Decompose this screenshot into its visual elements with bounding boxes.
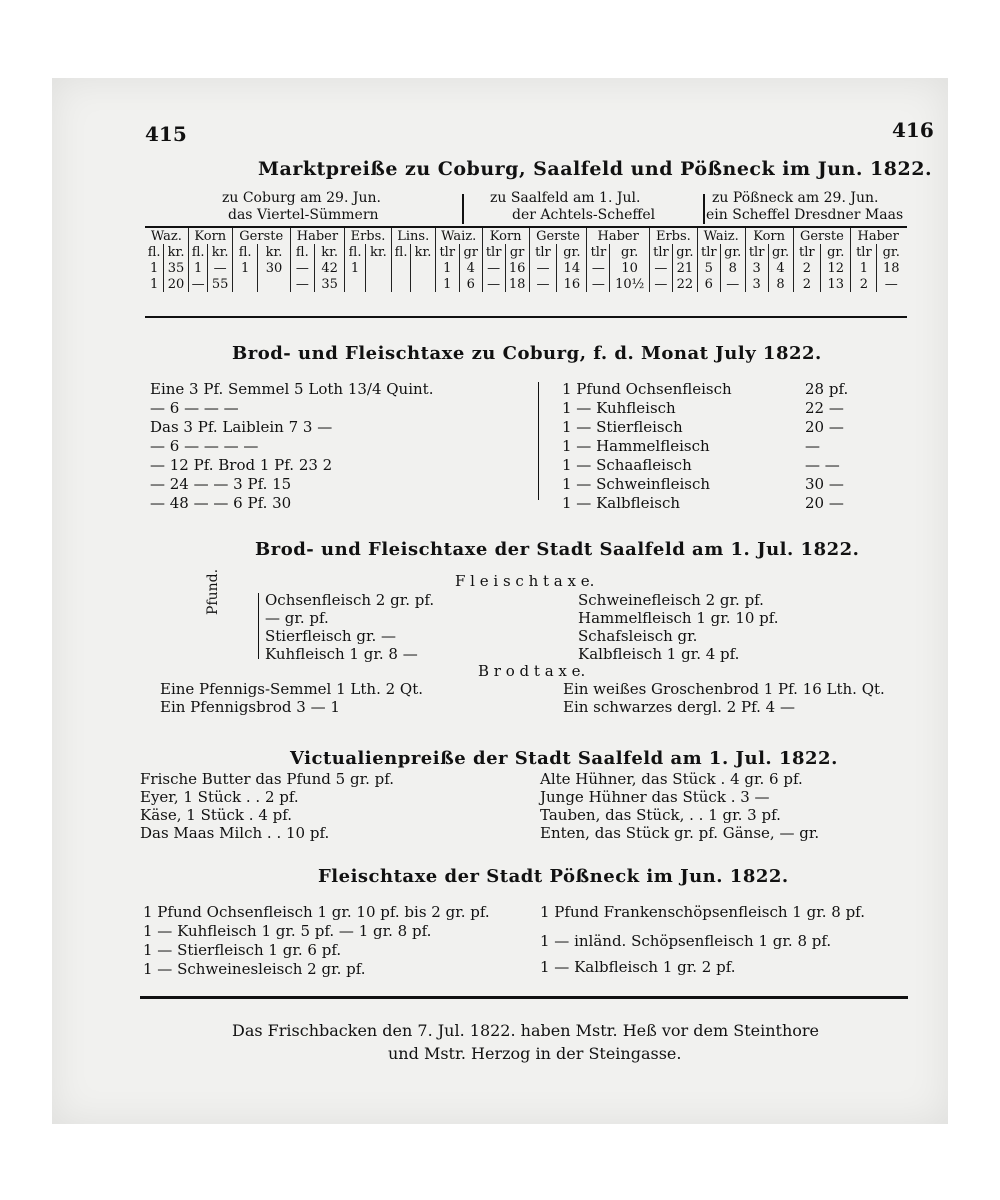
coburg-meat-item: 1 Pfund Ochsenfleisch [562, 380, 732, 398]
victualien-right: Junge Hühner das Stück . 3 — [540, 788, 770, 806]
price-cell: 18 [505, 276, 529, 292]
price-cell: 1 [435, 260, 459, 276]
saalfeld-bread-right: Ein schwarzes dergl. 2 Pf. 4 — [563, 698, 795, 716]
page-number-left: 415 [145, 122, 187, 146]
victualien-left: Käse, 1 Stück . 4 pf. [140, 806, 293, 824]
unit-cell: tlr [649, 244, 672, 260]
poessneck-meat-left: 1 — Stierfleisch 1 gr. 6 pf. [143, 941, 342, 959]
price-cell: 18 [877, 260, 905, 276]
victualien-left: Das Maas Milch . . 10 pf. [140, 824, 330, 842]
unit-row [145, 244, 905, 260]
unit-cell: kr. [258, 244, 290, 260]
brodtaxe-heading: B r o d t a x e. [478, 662, 586, 680]
poessneck-meat-left: 1 Pfund Ochsenfleisch 1 gr. 10 pf. bis 2 gr. pf. [143, 903, 490, 921]
price-cell: — [720, 276, 745, 292]
grain-header: Haber [290, 228, 345, 244]
price-cell: — [529, 260, 557, 276]
price-cell: 22 [672, 276, 697, 292]
table-bottom-rule [145, 316, 907, 318]
coburg-bread-line: Eine 3 Pf. Semmel 5 Loth 13/4 Quint. [150, 380, 434, 398]
price-cell: 20 [164, 276, 188, 292]
unit-cell: gr. [720, 244, 745, 260]
grain-header: Haber [587, 228, 650, 244]
price-cell: — [290, 276, 314, 292]
saalfeld-bread-left: Eine Pfennigs-Semmel 1 Lth. 2 Qt. [160, 680, 424, 698]
poessneck-meat-right: 1 Pfund Frankenschöpsenfleisch 1 gr. 8 pf. [540, 903, 865, 921]
price-cell: 1 [345, 260, 366, 276]
saalfeld-sub: der Achtels-Scheffel [512, 207, 656, 223]
price-cell: 14 [557, 260, 587, 276]
unit-cell: kr. [208, 244, 232, 260]
unit-cell: kr. [365, 244, 391, 260]
price-cell: — [290, 260, 314, 276]
poessneck-sub: ein Scheffel Dresdner Maas [706, 207, 904, 223]
grain-header-row [145, 228, 905, 244]
price-cell [391, 260, 410, 276]
price-cell: 1 [435, 276, 459, 292]
unit-cell: gr [459, 244, 482, 260]
price-cell: 42 [315, 260, 345, 276]
price-cell: 12 [821, 260, 851, 276]
price-cell: 3 [745, 260, 768, 276]
price-cell: 5 [697, 260, 720, 276]
unit-cell: gr. [610, 244, 650, 260]
unit-cell: tlr [587, 244, 610, 260]
pfund-label: Pfund. [205, 568, 221, 615]
grain-header: Erbs. [345, 228, 392, 244]
grain-header: Haber [851, 228, 905, 244]
unit-cell: kr. [411, 244, 435, 260]
price-cell: 2 [793, 276, 821, 292]
saalfeld-bread-left: Ein Pfennigsbrod 3 — 1 [160, 698, 340, 716]
poessneck-meat-right: 1 — Kalbfleisch 1 gr. 2 pf. [540, 958, 736, 976]
price-row [145, 260, 905, 276]
price-cell: 35 [164, 260, 188, 276]
price-cell: 10 [610, 260, 650, 276]
grain-header: Gerste [529, 228, 587, 244]
price-cell: 8 [720, 260, 745, 276]
coburg-head: zu Coburg am 29. Jun. [222, 190, 381, 206]
saalfeld-meat-right: Hammelfleisch 1 gr. 10 pf. [578, 609, 779, 627]
price-cell: 30 [258, 260, 290, 276]
coburg-meat-price: 30 — [805, 475, 844, 493]
header-divider-1 [462, 194, 464, 224]
coburg-meat-item: 1 — Schweinfleisch [562, 475, 711, 493]
price-cell: 1 [232, 260, 258, 276]
coburg-meat-price: — — [805, 456, 840, 474]
price-cell: 1 [851, 260, 877, 276]
coburg-divider [538, 382, 539, 500]
price-cell [365, 260, 391, 276]
price-cell: 16 [505, 260, 529, 276]
coburg-meat-price: 20 — [805, 494, 844, 512]
saalfeld-head: zu Saalfeld am 1. Jul. [490, 190, 641, 206]
price-cell [411, 260, 435, 276]
grain-header: Korn [482, 228, 529, 244]
unit-cell: fl. [188, 244, 208, 260]
price-cell [258, 276, 290, 292]
footer-rule [140, 996, 908, 999]
saalfeld-meat-left: Kuhfleisch 1 gr. 8 — [265, 645, 418, 663]
market-price-table [145, 228, 905, 292]
price-cell: — [649, 276, 672, 292]
coburg-bread-line: — 12 Pf. Brod 1 Pf. 23 2 [150, 456, 333, 474]
unit-cell: gr. [768, 244, 793, 260]
unit-cell: kr. [315, 244, 345, 260]
price-cell: 1 [150, 260, 159, 276]
price-cell: 16 [557, 276, 587, 292]
poessneck-meat-right: 1 — inländ. Schöpsenfleisch 1 gr. 8 pf. [540, 932, 832, 950]
price-row [145, 276, 905, 292]
price-cell: 8 [768, 276, 793, 292]
price-cell: 3 [745, 276, 768, 292]
price-cell: — [482, 276, 505, 292]
page-number-right: 416 [892, 118, 934, 142]
unit-cell: gr. [877, 244, 905, 260]
coburg-bread-line: Das 3 Pf. Laiblein 7 3 — [150, 418, 333, 436]
price-cell: — [587, 276, 610, 292]
unit-cell: fl. [232, 244, 258, 260]
price-cell [232, 276, 258, 292]
market-title: Marktpreiße zu Coburg, Saalfeld und Pößneck im Jun. 1822. [258, 158, 933, 180]
grain-header: Gerste [232, 228, 290, 244]
victualien-left: Frische Butter das Pfund 5 gr. pf. [140, 770, 395, 788]
fleischtaxe-heading: F l e i s c h t a x e. [455, 572, 595, 590]
victualien-right: Alte Hühner, das Stück . 4 gr. 6 pf. [540, 770, 803, 788]
price-cell: — [529, 276, 557, 292]
coburg-bread-line: — 48 — — 6 Pf. 30 [150, 494, 292, 512]
header-divider-2 [703, 194, 705, 224]
victualien-right: Tauben, das Stück, . . 1 gr. 3 pf. [540, 806, 781, 824]
coburg-meat-item: 1 — Stierfleisch [562, 418, 683, 436]
poessneck-meat-left: 1 — Kuhfleisch 1 gr. 5 pf. — 1 gr. 8 pf. [143, 922, 432, 940]
price-cell: 1 [150, 276, 159, 292]
unit-cell: fl. [345, 244, 366, 260]
pfund-bracket [258, 593, 259, 659]
price-cell: 13 [821, 276, 851, 292]
unit-cell: tlr [851, 244, 877, 260]
victualien-left: Eyer, 1 Stück . . 2 pf. [140, 788, 299, 806]
grain-header: Erbs. [649, 228, 697, 244]
grain-header: Korn [188, 228, 232, 244]
unit-cell: gr [505, 244, 529, 260]
price-cell [391, 276, 410, 292]
unit-cell: tlr [793, 244, 821, 260]
unit-cell: gr. [821, 244, 851, 260]
unit-cell: gr. [672, 244, 697, 260]
price-cell: — [208, 260, 232, 276]
price-cell [345, 276, 366, 292]
price-cell: 35 [315, 276, 345, 292]
grain-header: Waz. [150, 228, 182, 244]
price-cell: 6 [697, 276, 720, 292]
coburg-tax-title: Brod- und Fleischtaxe zu Coburg, f. d. Monat July 1822. [232, 343, 822, 364]
unit-cell: tlr [482, 244, 505, 260]
grain-header: Korn [745, 228, 793, 244]
grain-header: Waiz. [697, 228, 745, 244]
unit-cell: tlr [435, 244, 459, 260]
coburg-bread-line: — 6 — — — — [150, 437, 259, 455]
coburg-meat-price: 22 — [805, 399, 844, 417]
unit-cell: fl. [290, 244, 314, 260]
footer-line-2: und Mstr. Herzog in der Steingasse. [388, 1044, 682, 1063]
price-cell: — [587, 260, 610, 276]
poessneck-head: zu Pößneck am 29. Jun. [712, 190, 879, 206]
coburg-meat-item: 1 — Hammelfleisch [562, 437, 710, 455]
coburg-meat-price: 20 — [805, 418, 844, 436]
unit-cell: gr. [557, 244, 587, 260]
unit-cell: kr. [164, 244, 188, 260]
grain-header: Lins. [391, 228, 435, 244]
saalfeld-meat-left: Stierfleisch gr. — [265, 627, 397, 645]
price-cell: 55 [208, 276, 232, 292]
saalfeld-meat-right: Kalbfleisch 1 gr. 4 pf. [578, 645, 740, 663]
price-cell: — [877, 276, 905, 292]
price-cell: — [188, 276, 208, 292]
victualien-right: Enten, das Stück gr. pf. Gänse, — gr. [540, 824, 820, 842]
unit-cell: tlr [697, 244, 720, 260]
price-cell: 2 [851, 276, 877, 292]
poessneck-tax-title: Fleischtaxe der Stadt Pößneck im Jun. 1822. [318, 866, 789, 887]
unit-cell: tlr [745, 244, 768, 260]
price-cell: — [649, 260, 672, 276]
price-cell: 2 [793, 260, 821, 276]
saalfeld-meat-left: Ochsenfleisch 2 gr. pf. [265, 591, 435, 609]
price-cell: 1 [188, 260, 208, 276]
unit-cell: fl. [147, 244, 161, 260]
saalfeld-meat-left: — gr. pf. [265, 609, 329, 627]
saalfeld-tax-title: Brod- und Fleischtaxe der Stadt Saalfeld am 1. Jul. 1822. [255, 539, 860, 560]
coburg-meat-item: 1 — Kalbfleisch [562, 494, 681, 512]
price-cell: 10½ [610, 276, 650, 292]
unit-cell: tlr [529, 244, 557, 260]
grain-header: Waiz. [435, 228, 482, 244]
coburg-meat-price: 28 pf. [805, 380, 849, 398]
price-cell: 4 [768, 260, 793, 276]
coburg-meat-price: — [805, 437, 820, 455]
coburg-bread-line: — 24 — — 3 Pf. 15 [150, 475, 292, 493]
footer-line-1: Das Frischbacken den 7. Jul. 1822. haben Mstr. Heß vor dem Steinthore [232, 1021, 820, 1040]
coburg-meat-item: 1 — Schaafleisch [562, 456, 692, 474]
price-cell: 21 [672, 260, 697, 276]
poessneck-meat-left: 1 — Schweinesleisch 2 gr. pf. [143, 960, 366, 978]
coburg-bread-line: — 6 — — — [150, 399, 239, 417]
price-cell: — [482, 260, 505, 276]
price-cell: 4 [459, 260, 482, 276]
price-cell [365, 276, 391, 292]
saalfeld-meat-right: Schafsleisch gr. [578, 627, 698, 645]
coburg-sub: das Viertel-Sümmern [228, 207, 379, 223]
victualien-title: Victualienpreiße der Stadt Saalfeld am 1. Jul. 1822. [290, 748, 838, 769]
saalfeld-bread-right: Ein weißes Groschenbrod 1 Pf. 16 Lth. Qt. [563, 680, 885, 698]
coburg-meat-item: 1 — Kuhfleisch [562, 399, 676, 417]
price-cell: 6 [459, 276, 482, 292]
grain-header: Gerste [793, 228, 851, 244]
saalfeld-meat-right: Schweinefleisch 2 gr. pf. [578, 591, 764, 609]
price-cell [411, 276, 435, 292]
unit-cell: fl. [391, 244, 410, 260]
